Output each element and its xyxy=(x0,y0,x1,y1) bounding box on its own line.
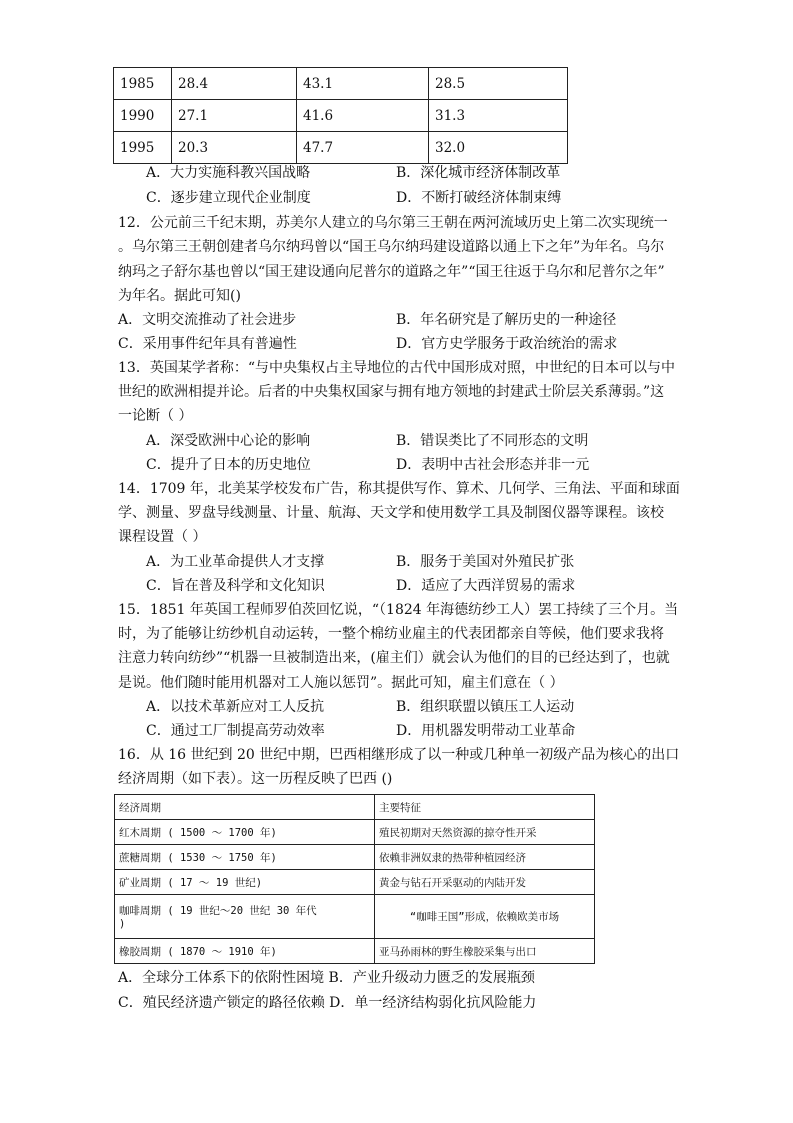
table-row xyxy=(115,939,595,964)
table-cell: 47.7 xyxy=(297,132,429,164)
q12-stem-line: 12．公元前三千纪末期，苏美尔人建立的乌尔第三王朝在两河流域历史上第二次实现统一 xyxy=(118,215,668,231)
table-cell: 43.1 xyxy=(297,68,429,100)
table-row xyxy=(115,895,595,939)
coffee-cycle-label-tail: ) xyxy=(119,918,126,930)
table-row xyxy=(115,870,595,895)
table-cell: 41.6 xyxy=(297,100,429,132)
q13-option-d: D．表明中古社会形态并非一元 xyxy=(396,457,590,473)
q15-stem-line: 是说。他们随时能用机器对工人施以惩罚”。据此可知，雇主们意在（ ） xyxy=(118,675,564,691)
q13-stem-line: 13．英国某学者称：“与中央集权占主导地位的古代中国形成对照，中世纪的日本可以与中 xyxy=(118,360,675,376)
table-cell: 32.0 xyxy=(429,132,568,164)
table-cell: 1995 xyxy=(114,132,172,164)
q12-stem-line: 为年名。据此可知() xyxy=(118,288,241,304)
table-cell: 27.1 xyxy=(172,100,297,132)
q12-stem-line: 。乌尔第三王朝创建者乌尔纳玛曾以“国王乌尔纳玛建设道路以通上下之年”为年名。乌尔 xyxy=(118,239,665,255)
q13-stem-line: 一论断（ ） xyxy=(118,408,193,424)
table-header-cell: 主要特征 xyxy=(375,795,595,820)
q13-option-c: C．提升了日本的历史地位 xyxy=(146,457,311,473)
table-header-cell: 经济周期 xyxy=(115,795,375,820)
table-cell: 亚马孙雨林的野生橡胶采集与出口 xyxy=(375,939,595,964)
table-row xyxy=(114,132,568,164)
table-cell: 20.3 xyxy=(172,132,297,164)
statistics-table xyxy=(113,67,568,164)
q12-option-a: A．文明交流推动了社会进步 xyxy=(118,312,297,328)
q11-option-d: D．不断打破经济体制束缚 xyxy=(396,190,562,206)
q12-option-c: C．采用事件纪年具有普遍性 xyxy=(118,336,297,352)
table-row xyxy=(115,845,595,870)
table-cell: 矿业周期 ( 17 ～ 19 世纪) xyxy=(115,870,375,895)
q15-option-a: A．以技术革新应对工人反抗 xyxy=(146,699,325,715)
table-row xyxy=(115,820,595,845)
q12-option-b: B．年名研究是了解历史的一种途径 xyxy=(396,312,617,328)
table-cell: 28.5 xyxy=(429,68,568,100)
q14-option-d: D．适应了大西洋贸易的需求 xyxy=(396,578,576,594)
q15-option-d: D．用机器发明带动工业革命 xyxy=(396,723,576,739)
table-cell: 橡胶周期 ( 1870 ～ 1910 年) xyxy=(115,939,375,964)
coffee-cycle-label: 咖啡周期 ( 19 世纪～20 世纪 30 年代 xyxy=(119,905,317,917)
q15-option-c: C．通过工厂制提高劳动效率 xyxy=(146,723,325,739)
q16-options-cd: C．殖民经济遗产锁定的路径依赖 D．单一经济结构弱化抗风险能力 xyxy=(118,995,537,1011)
q11-option-b: B．深化城市经济体制改革 xyxy=(396,165,561,181)
q14-stem-line: 14．1709 年，北美某学校发布广告，称其提供写作、算术、几何学、三角法、平面和球面 xyxy=(118,481,680,497)
q14-stem-line: 学、测量、罗盘导线测量、计量、航海、天文学和使用数学工具及制图仪器等课程。该校 xyxy=(118,505,664,521)
table-cell xyxy=(115,895,375,939)
q14-option-b: B．服务于美国对外殖民扩张 xyxy=(396,554,575,570)
q15-stem-line: 15．1851 年英国工程师罗伯茨回忆说，“（1824 年海德纺纱工人）罢工持续了三个月。当 xyxy=(118,602,679,618)
q15-stem-line: 时，为了能够让纺纱机自动运转，一整个棉纺业雇主的代表团都亲自等候，他们要求我将 xyxy=(118,626,664,642)
q15-stem-line: 注意力转向纺纱”“机器一旦被制造出来，(雇主们）就会认为他们的目的已经达到了，也就 xyxy=(118,650,670,666)
table-cell: 蔗糖周期 ( 1530 ～ 1750 年) xyxy=(115,845,375,870)
table-cell: 红木周期 ( 1500 ～ 1700 年) xyxy=(115,820,375,845)
table-cell: 黄金与钻石开采驱动的内陆开发 xyxy=(375,870,595,895)
q11-option-c: C．逐步建立现代企业制度 xyxy=(146,190,311,206)
table-cell: 殖民初期对天然资源的掠夺性开采 xyxy=(375,820,595,845)
q12-stem-line: 纳玛之子舒尔基也曾以“国王建设通向尼普尔的道路之年”“国王往返于乌尔和尼普尔之年” xyxy=(118,264,665,280)
q14-stem-line: 课程设置（ ） xyxy=(118,529,207,545)
q14-option-c: C．旨在普及科学和文化知识 xyxy=(146,578,325,594)
q12-option-d: D．官方史学服务于政治统治的需求 xyxy=(396,336,618,352)
q11-option-a: A．大力实施科教兴国战略 xyxy=(146,165,311,181)
table-cell: 依赖非洲奴隶的热带种植园经济 xyxy=(375,845,595,870)
economic-cycle-table xyxy=(114,794,595,964)
q16-options-ab: A．全球分工体系下的依附性困境 B．产业升级动力匮乏的发展瓶颈 xyxy=(118,970,535,986)
table-cell: “咖啡王国”形成，依赖欧美市场 xyxy=(375,895,595,939)
table-cell: 31.3 xyxy=(429,100,568,132)
q16-stem-line: 经济周期（如下表）。这一历程反映了巴西 () xyxy=(118,771,393,787)
q13-option-b: B．错误类比了不同形态的文明 xyxy=(396,433,589,449)
table-row xyxy=(114,68,568,100)
table-header-row xyxy=(115,795,595,820)
table-row xyxy=(114,100,568,132)
table-cell: 1985 xyxy=(114,68,172,100)
q16-stem-line: 16．从 16 世纪到 20 世纪中期，巴西相继形成了以一种或几种单一初级产品为核心的出口 xyxy=(118,747,680,763)
q13-option-a: A．深受欧洲中心论的影响 xyxy=(146,433,311,449)
table-cell: 28.4 xyxy=(172,68,297,100)
table-cell: 1990 xyxy=(114,100,172,132)
q13-stem-line: 世纪的欧洲相提并论。后者的中央集权国家与拥有地方领地的封建武士阶层关系薄弱。”这 xyxy=(118,384,665,400)
q14-option-a: A．为工业革命提供人才支撑 xyxy=(146,554,325,570)
q15-option-b: B．组织联盟以镇压工人运动 xyxy=(396,699,575,715)
